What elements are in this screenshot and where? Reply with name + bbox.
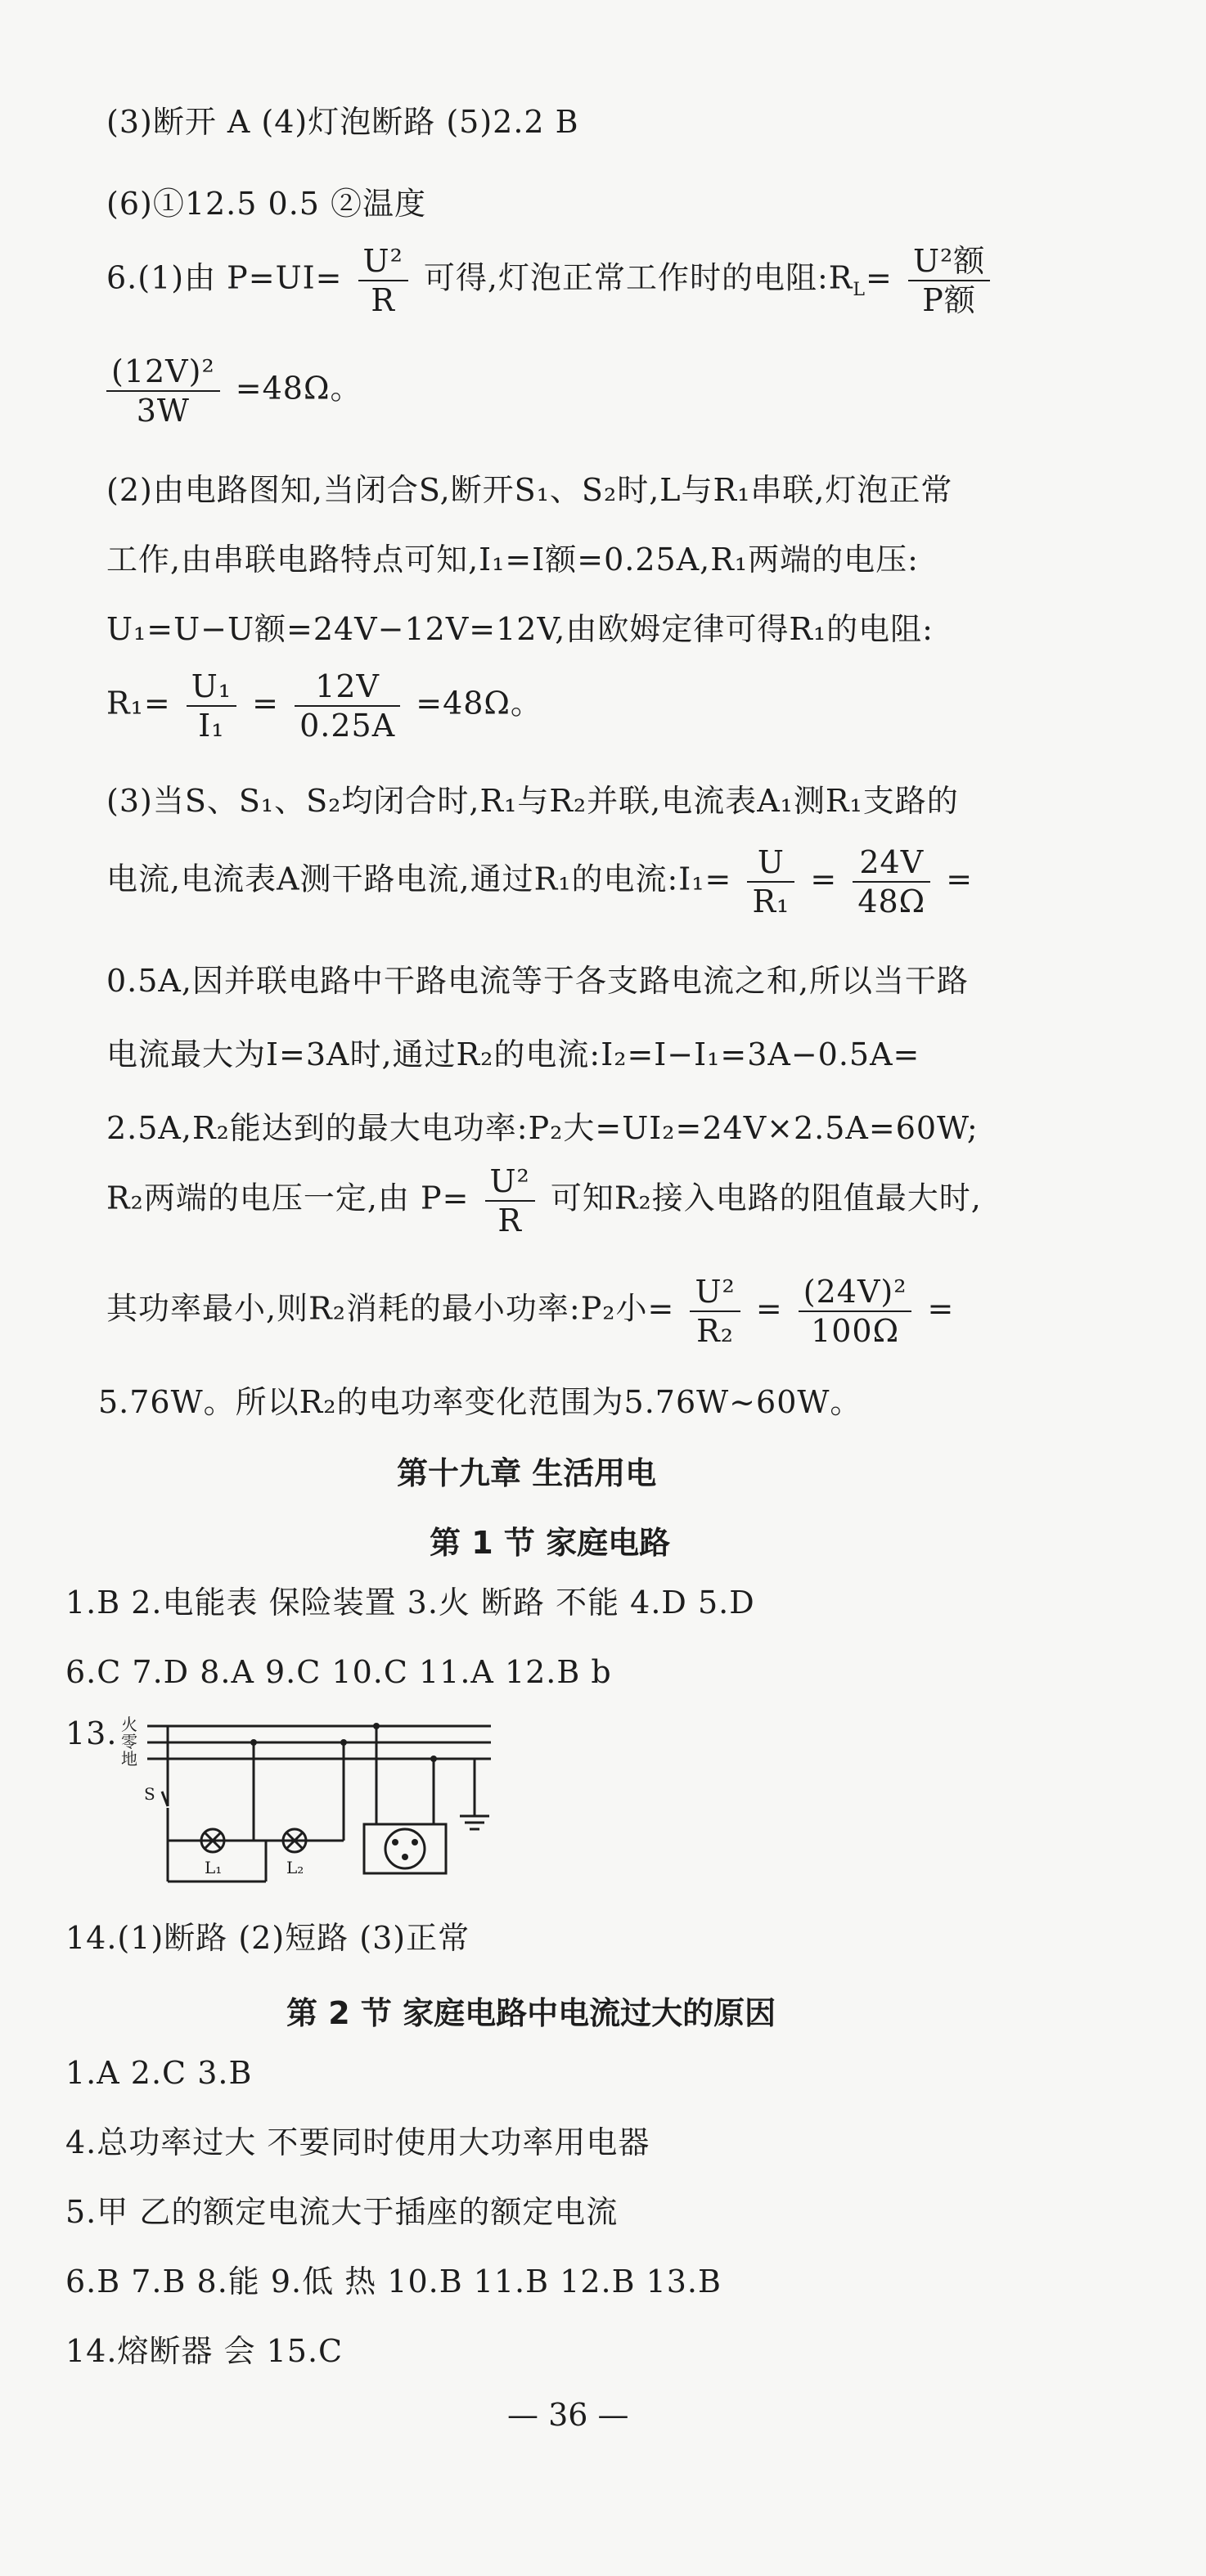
line-15-text-b: = [755, 1290, 783, 1327]
line-10-text-a: 电流,电流表A测干路电流,通过R₁的电流:I₁= [106, 861, 732, 897]
fraction-12v-over-025a [295, 668, 400, 744]
line-2: (6)①12.5 0.5 ②温度 [106, 186, 427, 222]
answers-row-b1: 1.A 2.C 3.B [65, 2055, 253, 2091]
subscript-l: L [853, 280, 866, 301]
line-8-text-a: R₁= [106, 685, 171, 722]
line-10-text-c: = [946, 861, 974, 897]
fraction-den: R₁ [752, 883, 790, 919]
fraction-den: 48Ω [857, 883, 926, 919]
fraction-num: U² [358, 245, 408, 281]
line-9: (3)当S、S₁、S₂均闭合时,R₁与R₂并联,电流表A₁测R₁支路的 [106, 783, 959, 819]
fraction-den: I₁ [198, 708, 225, 744]
fraction-u2-over-r [358, 245, 408, 316]
fraction-u2-over-p [908, 245, 990, 316]
fraction-u2-over-r-2 [485, 1163, 535, 1239]
fraction-num: U₁ [187, 671, 236, 707]
label-lamp-1: L₁ [205, 1858, 223, 1877]
line-14 [106, 1163, 982, 1239]
fraction-num: (12V)² [106, 356, 220, 392]
line-13: 2.5A,R₂能达到的最大电功率:P₂大=UI₂=24V×2.5A=60W; [106, 1110, 979, 1146]
section-1-heading: 第 1 节 家庭电路 [430, 1525, 671, 1561]
fraction-u-over-r1 [747, 844, 794, 919]
line-16: 5.76W。所以R₂的电功率变化范围为5.76W~60W。 [98, 1384, 862, 1420]
fraction-num: 12V [295, 671, 400, 707]
line-12: 电流最大为I=3A时,通过R₂的电流:I₂=I−I₁=3A−0.5A= [106, 1036, 920, 1072]
line-8-text-b: = [252, 685, 279, 722]
line-11: 0.5A,因并联电路中干路电流等于各支路电流之和,所以当干路 [106, 963, 970, 999]
line-14-text-a: R₂两端的电压一定,由 P= [106, 1180, 470, 1216]
fraction-u1-over-i1 [187, 668, 236, 744]
fraction-num: U [747, 847, 794, 883]
line-3 [106, 245, 995, 316]
chapter-heading: 第十九章 生活用电 [397, 1455, 657, 1491]
line-1: (3)断开 A (4)灯泡断路 (5)2.2 B [106, 104, 579, 140]
line-10 [106, 844, 974, 919]
label-switch: S [144, 1784, 155, 1804]
fraction-num: U²额 [908, 245, 990, 281]
answers-row-2: 6.C 7.D 8.A 9.C 10.C 11.A 12.B b [65, 1654, 612, 1690]
label-neutral: 零 [121, 1732, 137, 1751]
line-4-text: =48Ω。 [235, 370, 362, 407]
fraction-u2-over-r2 [690, 1274, 740, 1349]
fraction-24v2-over-100 [799, 1274, 912, 1349]
line-15-text-a: 其功率最小,则R₂消耗的最小功率:P₂小= [106, 1290, 675, 1327]
answers-row-b5: 5.甲 乙的额定电流大于插座的额定电流 [65, 2194, 619, 2230]
page-number: — 36 — [507, 2397, 629, 2433]
label-lamp-2: L₂ [286, 1858, 304, 1877]
line-10-text-b: = [810, 861, 838, 897]
line-14-text-b: 可知R₂接入电路的阻值最大时, [550, 1180, 982, 1216]
line-15 [106, 1274, 955, 1349]
answers-row-14: 14.(1)断路 (2)短路 (3)正常 [65, 1920, 470, 1956]
fraction-24v-over-48 [853, 844, 930, 919]
line-5: (2)由电路图知,当闭合S,断开S₁、S₂时,L与R₁串联,灯泡正常 [106, 472, 953, 508]
fraction-num: U² [485, 1166, 535, 1202]
line-4 [101, 353, 362, 429]
answers-row-b4: 4.总功率过大 不要同时使用大功率用电器 [65, 2124, 650, 2160]
fraction-den: 3W [136, 393, 190, 429]
fraction-den: R [497, 1203, 522, 1239]
fraction-den: R [371, 282, 395, 318]
line-3-text-b: 可得,灯泡正常工作时的电阻:R [423, 259, 853, 296]
line-3-text-a: 6.(1)由 P=UI= [106, 259, 343, 296]
fraction-num: 24V [853, 847, 930, 883]
fraction-num: U² [690, 1276, 740, 1312]
fraction-12v2-over-3w [106, 353, 220, 429]
household-circuit-diagram [115, 1710, 524, 1890]
fraction-den: 0.25A [299, 708, 396, 744]
answers-row-b14: 14.熔断器 会 15.C [65, 2333, 344, 2369]
fraction-num: (24V)² [799, 1276, 912, 1312]
answers-row-b6: 6.B 7.B 8.能 9.低 热 10.B 11.B 12.B 13.B [65, 2264, 722, 2300]
fraction-den: 100Ω [811, 1313, 900, 1349]
line-8-text-c: =48Ω。 [416, 685, 542, 722]
label-ground: 地 [121, 1749, 137, 1769]
line-3-text-c: = [866, 259, 893, 296]
line-8 [106, 668, 542, 744]
line-6: 工作,由串联电路特点可知,I₁=I额=0.25A,R₁两端的电压: [106, 542, 919, 578]
answers-row-1: 1.B 2.电能表 保险装置 3.火 断路 不能 4.D 5.D [65, 1585, 755, 1621]
section-2-heading: 第 2 节 家庭电路中电流过大的原因 [286, 1995, 776, 2031]
line-7: U₁=U−U额=24V−12V=12V,由欧姆定律可得R₁的电阻: [106, 611, 934, 647]
question-13-label: 13. [65, 1715, 118, 1751]
line-15-text-c: = [927, 1290, 955, 1327]
label-fire: 火 [121, 1715, 137, 1734]
fraction-den: R₂ [696, 1313, 735, 1349]
fraction-den: P额 [922, 282, 976, 318]
